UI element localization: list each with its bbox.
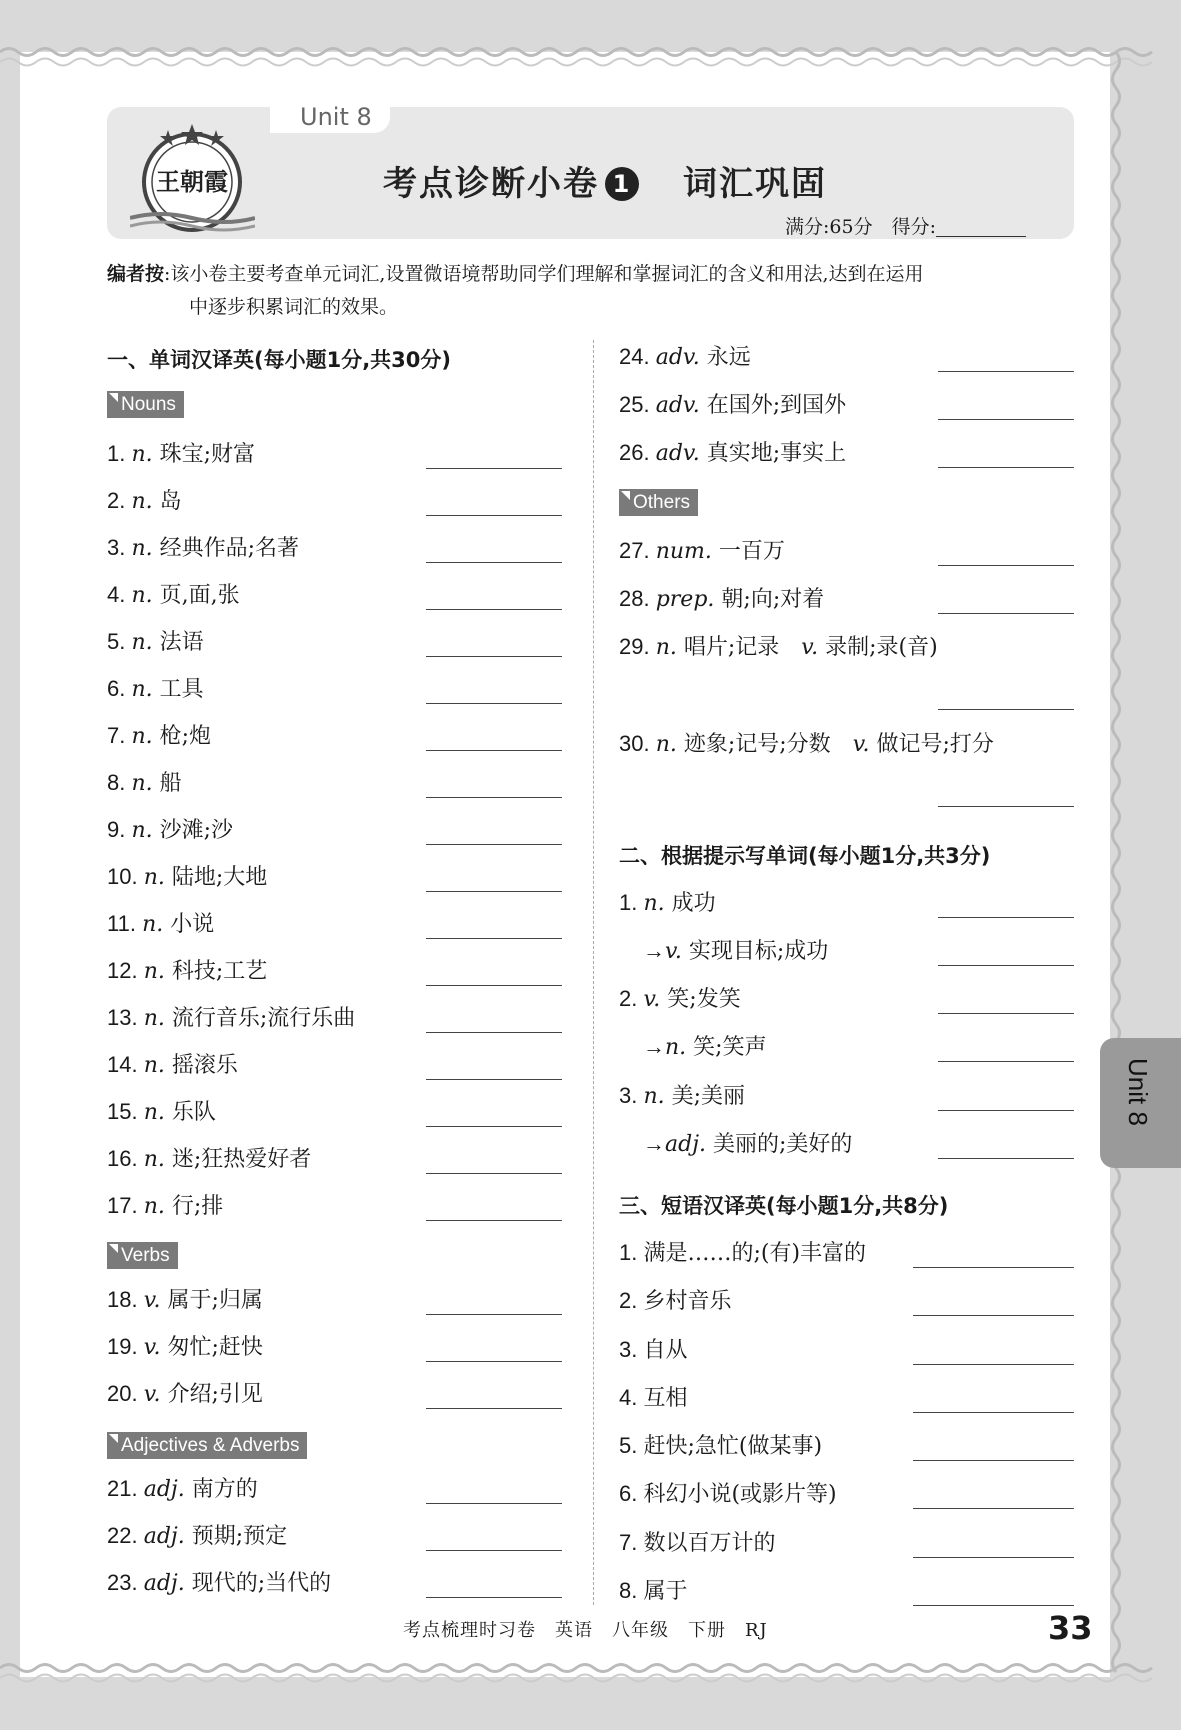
- item-cn: 预期;预定: [191, 1524, 288, 1549]
- answer-blank[interactable]: [913, 1604, 1074, 1606]
- answer-blank[interactable]: [426, 608, 562, 610]
- item-pos: n.: [655, 732, 684, 757]
- item-no: 1.: [619, 890, 644, 915]
- item-no: 14.: [107, 1052, 144, 1077]
- item-cn: 实现目标;成功: [688, 939, 829, 964]
- answer-blank[interactable]: [938, 708, 1074, 710]
- item-cn2: 录制;录(音): [825, 635, 938, 660]
- item-no: 22.: [107, 1523, 144, 1548]
- item-no: 19.: [107, 1334, 144, 1359]
- answer-blank[interactable]: [426, 937, 562, 939]
- item-no: 8.: [107, 770, 132, 795]
- answer-blank[interactable]: [938, 418, 1074, 420]
- answer-blank[interactable]: [913, 1556, 1074, 1558]
- tag-verbs: Verbs: [107, 1242, 178, 1269]
- item-cn: 属于;归属: [167, 1288, 263, 1313]
- vocab-item-9: [107, 813, 233, 844]
- vocab-item-29: [619, 630, 938, 661]
- item-no: 26.: [619, 440, 656, 465]
- item-no: 6.: [107, 676, 132, 701]
- item-no: 18.: [107, 1287, 144, 1312]
- answer-blank[interactable]: [426, 655, 562, 657]
- item-pos2: v.: [852, 732, 877, 757]
- tag-nouns: Nouns: [107, 391, 184, 418]
- item-no: 3.: [107, 535, 132, 560]
- answer-blank[interactable]: [426, 1360, 562, 1362]
- item-cn: 南方的: [191, 1477, 258, 1502]
- item-pos: adv.: [655, 441, 707, 466]
- answer-blank[interactable]: [426, 1313, 562, 1315]
- item-no: 7.: [619, 1530, 644, 1555]
- vocab-item-6: [107, 672, 204, 703]
- item-no: 10.: [107, 864, 144, 889]
- item-cn: 科技;工艺: [171, 959, 268, 984]
- item-pos: n.: [131, 818, 160, 843]
- item-pos: v.: [665, 939, 689, 964]
- item-pos: n.: [131, 630, 160, 655]
- item-pos: adj.: [143, 1477, 192, 1502]
- item-cn: 陆地;大地: [171, 865, 268, 890]
- vocab-item-30: [619, 727, 994, 758]
- title-part-a: 考点诊断小卷: [383, 164, 599, 204]
- vocab-item-24: [619, 340, 751, 371]
- column-divider: [593, 340, 594, 1605]
- logo-text: 王朝霞: [156, 167, 228, 196]
- phrase-item-2: [619, 1284, 731, 1315]
- answer-blank[interactable]: [938, 1109, 1074, 1111]
- item-cn: 法语: [159, 630, 204, 655]
- item-pos: v.: [143, 1382, 168, 1407]
- item-cn2: 做记号;打分: [876, 732, 994, 757]
- vocab-item-23: [107, 1566, 331, 1597]
- item-no: 8.: [619, 1578, 644, 1603]
- item-cn: 自从: [643, 1338, 688, 1363]
- answer-blank[interactable]: [938, 1060, 1074, 1062]
- section3-title: 三、短语汉译英(每小题1分,共8分): [619, 1194, 949, 1218]
- item-pos: n.: [131, 583, 160, 608]
- answer-blank[interactable]: [913, 1507, 1074, 1509]
- item-no: 16.: [107, 1146, 144, 1171]
- item-pos: n.: [143, 1053, 172, 1078]
- item-no: →: [643, 938, 665, 963]
- item-no: →: [643, 1131, 665, 1156]
- answer-blank[interactable]: [426, 561, 562, 563]
- answer-blank[interactable]: [938, 916, 1074, 918]
- item-cn: 岛: [159, 489, 182, 514]
- item-cn: 赶快;急忙(做某事): [643, 1434, 823, 1459]
- item-pos: n.: [131, 489, 160, 514]
- page-title: [383, 156, 827, 205]
- note-line2: 中逐步积累词汇的效果。: [189, 296, 399, 318]
- word-form-item-4: [643, 1030, 767, 1061]
- item-pos: n.: [143, 865, 172, 890]
- vocab-item-25: [619, 388, 846, 419]
- item-cn: 枪;炮: [159, 724, 212, 749]
- item-cn: 流行音乐;流行乐曲: [171, 1006, 356, 1031]
- item-cn: 经典作品;名著: [159, 536, 300, 561]
- item-no: 24.: [619, 344, 656, 369]
- item-pos: n.: [143, 1100, 172, 1125]
- item-no: 3.: [619, 1083, 644, 1108]
- answer-blank[interactable]: [426, 796, 562, 798]
- item-cn: 工具: [159, 677, 204, 702]
- item-cn: 在国外;到国外: [706, 393, 847, 418]
- item-no: →: [643, 1034, 665, 1059]
- item-pos: v.: [643, 987, 668, 1012]
- answer-blank[interactable]: [426, 1078, 562, 1080]
- item-no: 4.: [619, 1385, 644, 1410]
- section2-title: 二、根据提示写单词(每小题1分,共3分): [619, 844, 991, 868]
- item-pos2: v.: [801, 635, 826, 660]
- vocab-item-2: [107, 484, 182, 515]
- publisher-logo: [130, 118, 255, 238]
- page-number: 33: [1048, 1609, 1093, 1647]
- item-no: 17.: [107, 1193, 144, 1218]
- vocab-item-11: [107, 907, 214, 938]
- vocab-item-4: [107, 578, 240, 609]
- item-no: 27.: [619, 538, 656, 563]
- vocab-item-5: [107, 625, 204, 656]
- vocab-item-17: [107, 1189, 223, 1220]
- answer-blank[interactable]: [426, 749, 562, 751]
- phrase-item-3: [619, 1333, 687, 1364]
- phrase-item-8: [619, 1574, 687, 1605]
- item-no: 3.: [619, 1337, 644, 1362]
- item-no: 23.: [107, 1570, 144, 1595]
- item-pos: n.: [655, 635, 684, 660]
- item-cn: 美丽的;美好的: [713, 1132, 853, 1157]
- vocab-item-27: [619, 534, 785, 565]
- item-cn: 船: [159, 771, 182, 796]
- answer-blank[interactable]: [426, 1549, 562, 1551]
- phrase-item-6: [619, 1477, 837, 1508]
- side-unit-label: Unit 8: [1123, 1058, 1153, 1126]
- side-unit-tab: [1100, 1038, 1181, 1168]
- answer-blank[interactable]: [938, 370, 1074, 372]
- item-cn: 行;排: [171, 1194, 224, 1219]
- footer-text: 考点梳理时习卷 英语 八年级 下册 RJ: [403, 1620, 768, 1641]
- item-no: 7.: [107, 723, 132, 748]
- item-pos: adj.: [143, 1524, 192, 1549]
- item-pos: n.: [131, 536, 160, 561]
- item-cn: 美;美丽: [671, 1084, 746, 1109]
- item-pos: v.: [143, 1288, 168, 1313]
- score-blank[interactable]: [936, 218, 1026, 237]
- item-no: 20.: [107, 1381, 144, 1406]
- answer-blank[interactable]: [913, 1411, 1074, 1413]
- item-cn: 珠宝;财富: [159, 442, 256, 467]
- answer-blank[interactable]: [426, 514, 562, 516]
- item-no: 21.: [107, 1476, 144, 1501]
- answer-blank[interactable]: [938, 805, 1074, 807]
- item-no: 28.: [619, 586, 656, 611]
- answer-blank[interactable]: [426, 1407, 562, 1409]
- answer-blank[interactable]: [913, 1314, 1074, 1316]
- answer-blank[interactable]: [426, 890, 562, 892]
- item-cn: 摇滚乐: [171, 1053, 238, 1078]
- item-pos: n.: [143, 1147, 172, 1172]
- answer-blank[interactable]: [913, 1363, 1074, 1365]
- word-form-item-5: [619, 1079, 745, 1110]
- answer-blank[interactable]: [938, 964, 1074, 966]
- item-pos: n.: [143, 1006, 172, 1031]
- item-cn: 乡村音乐: [643, 1289, 732, 1314]
- phrase-item-5: [619, 1429, 822, 1460]
- item-no: 2.: [107, 488, 132, 513]
- item-pos: n.: [143, 1194, 172, 1219]
- item-cn: 迷;狂热爱好者: [171, 1147, 312, 1172]
- tag-adjectives-adverbs: Adjectives & Adverbs: [107, 1432, 307, 1459]
- item-cn: 笑;发笑: [667, 987, 741, 1012]
- item-no: 5.: [107, 629, 132, 654]
- editor-note: [107, 258, 1077, 324]
- item-cn: 唱片;记录: [683, 635, 802, 660]
- word-form-item-1: [619, 886, 716, 917]
- item-no: 2.: [619, 986, 644, 1011]
- item-cn: 介绍;引见: [167, 1382, 263, 1407]
- item-cn: 朝;向;对着: [721, 587, 825, 612]
- tag-others: Others: [619, 489, 698, 516]
- vocab-item-28: [619, 582, 824, 613]
- note-label: 编者按: [107, 263, 165, 285]
- item-no: 5.: [619, 1433, 644, 1458]
- title-part-b: 词汇巩固: [683, 164, 827, 204]
- item-cn: 科幻小说(或影片等): [643, 1482, 837, 1507]
- item-cn: 永远: [706, 345, 751, 370]
- item-cn: 属于: [643, 1579, 688, 1604]
- item-pos: adv.: [655, 393, 707, 418]
- vocab-item-21: [107, 1472, 258, 1503]
- word-form-item-2: [643, 934, 828, 965]
- unit-label: Unit 8: [300, 103, 372, 131]
- answer-blank[interactable]: [426, 1125, 562, 1127]
- answer-blank[interactable]: [938, 1012, 1074, 1014]
- item-pos: n.: [131, 724, 160, 749]
- answer-blank[interactable]: [426, 1031, 562, 1033]
- item-pos: n.: [131, 677, 160, 702]
- item-no: 13.: [107, 1005, 144, 1030]
- vocab-item-14: [107, 1048, 238, 1079]
- item-cn: 笑;笑声: [693, 1035, 767, 1060]
- item-no: 1.: [619, 1240, 644, 1265]
- item-no: 2.: [619, 1288, 644, 1313]
- item-cn: 乐队: [171, 1100, 216, 1125]
- vocab-item-26: [619, 436, 846, 467]
- answer-blank[interactable]: [426, 467, 562, 469]
- item-cn: 沙滩;沙: [159, 818, 234, 843]
- item-cn: 互相: [643, 1386, 688, 1411]
- item-pos: adj.: [665, 1132, 714, 1157]
- answer-blank[interactable]: [938, 1157, 1074, 1159]
- answer-blank[interactable]: [913, 1266, 1074, 1268]
- score-line: [785, 212, 1026, 239]
- vocab-item-16: [107, 1142, 311, 1173]
- item-pos: v.: [143, 1335, 168, 1360]
- word-form-item-6: [643, 1127, 852, 1158]
- item-pos: n.: [131, 771, 160, 796]
- item-pos: n.: [142, 912, 171, 937]
- phrase-item-7: [619, 1526, 775, 1557]
- item-pos: n.: [643, 1084, 672, 1109]
- item-pos: num.: [655, 539, 719, 564]
- item-pos: adv.: [655, 345, 707, 370]
- answer-blank[interactable]: [913, 1459, 1074, 1461]
- vocab-item-15: [107, 1095, 216, 1126]
- item-no: 12.: [107, 958, 144, 983]
- word-form-item-3: [619, 982, 741, 1013]
- item-cn: 小说: [170, 912, 215, 937]
- vocab-item-1: [107, 437, 255, 468]
- vocab-item-18: [107, 1283, 263, 1314]
- answer-blank[interactable]: [938, 612, 1074, 614]
- item-no: 29.: [619, 634, 656, 659]
- item-cn: 满是……的;(有)丰富的: [643, 1241, 867, 1266]
- item-pos: n.: [131, 442, 160, 467]
- item-no: 11.: [107, 911, 143, 936]
- answer-blank[interactable]: [938, 466, 1074, 468]
- item-no: 9.: [107, 817, 132, 842]
- item-no: 4.: [107, 582, 132, 607]
- answer-blank[interactable]: [938, 564, 1074, 566]
- answer-blank[interactable]: [426, 1502, 562, 1504]
- answer-blank[interactable]: [426, 1172, 562, 1174]
- item-cn: 现代的;当代的: [191, 1571, 332, 1596]
- answer-blank[interactable]: [426, 1596, 562, 1598]
- vocab-item-10: [107, 860, 267, 891]
- title-number-badge: 1: [605, 167, 639, 201]
- item-cn: 成功: [671, 891, 716, 916]
- item-pos: n.: [643, 891, 672, 916]
- vocab-item-12: [107, 954, 267, 985]
- vocab-item-22: [107, 1519, 287, 1550]
- item-no: 25.: [619, 392, 656, 417]
- item-no: 1.: [107, 441, 132, 466]
- score-label: 满分:65分 得分:: [785, 216, 936, 238]
- phrase-item-1: [619, 1236, 866, 1267]
- item-pos: n.: [665, 1035, 694, 1060]
- answer-blank[interactable]: [426, 984, 562, 986]
- note-line1: :该小卷主要考查单元词汇,设置微语境帮助同学们理解和掌握词汇的含义和用法,达到在运用: [164, 263, 924, 285]
- answer-blank[interactable]: [426, 1219, 562, 1221]
- item-pos: adj.: [143, 1571, 192, 1596]
- item-no: 15.: [107, 1099, 144, 1124]
- section1-title: 一、单词汉译英(每小题1分,共30分): [107, 348, 452, 372]
- vocab-item-20: [107, 1377, 263, 1408]
- item-cn: 迹象;记号;分数: [683, 732, 853, 757]
- answer-blank[interactable]: [426, 702, 562, 704]
- phrase-item-4: [619, 1381, 687, 1412]
- vocab-item-3: [107, 531, 299, 562]
- item-pos: n.: [143, 959, 172, 984]
- vocab-item-13: [107, 1001, 355, 1032]
- item-cn: 匆忙;赶快: [167, 1335, 263, 1360]
- answer-blank[interactable]: [426, 843, 562, 845]
- item-cn: 页,面,张: [159, 583, 240, 608]
- item-pos: prep.: [655, 587, 722, 612]
- item-cn: 数以百万计的: [643, 1531, 776, 1556]
- item-no: 6.: [619, 1481, 644, 1506]
- vocab-item-7: [107, 719, 211, 750]
- item-cn: 一百万: [718, 539, 785, 564]
- item-no: 30.: [619, 731, 656, 756]
- vocab-item-19: [107, 1330, 263, 1361]
- item-cn: 真实地;事实上: [706, 441, 847, 466]
- vocab-item-8: [107, 766, 182, 797]
